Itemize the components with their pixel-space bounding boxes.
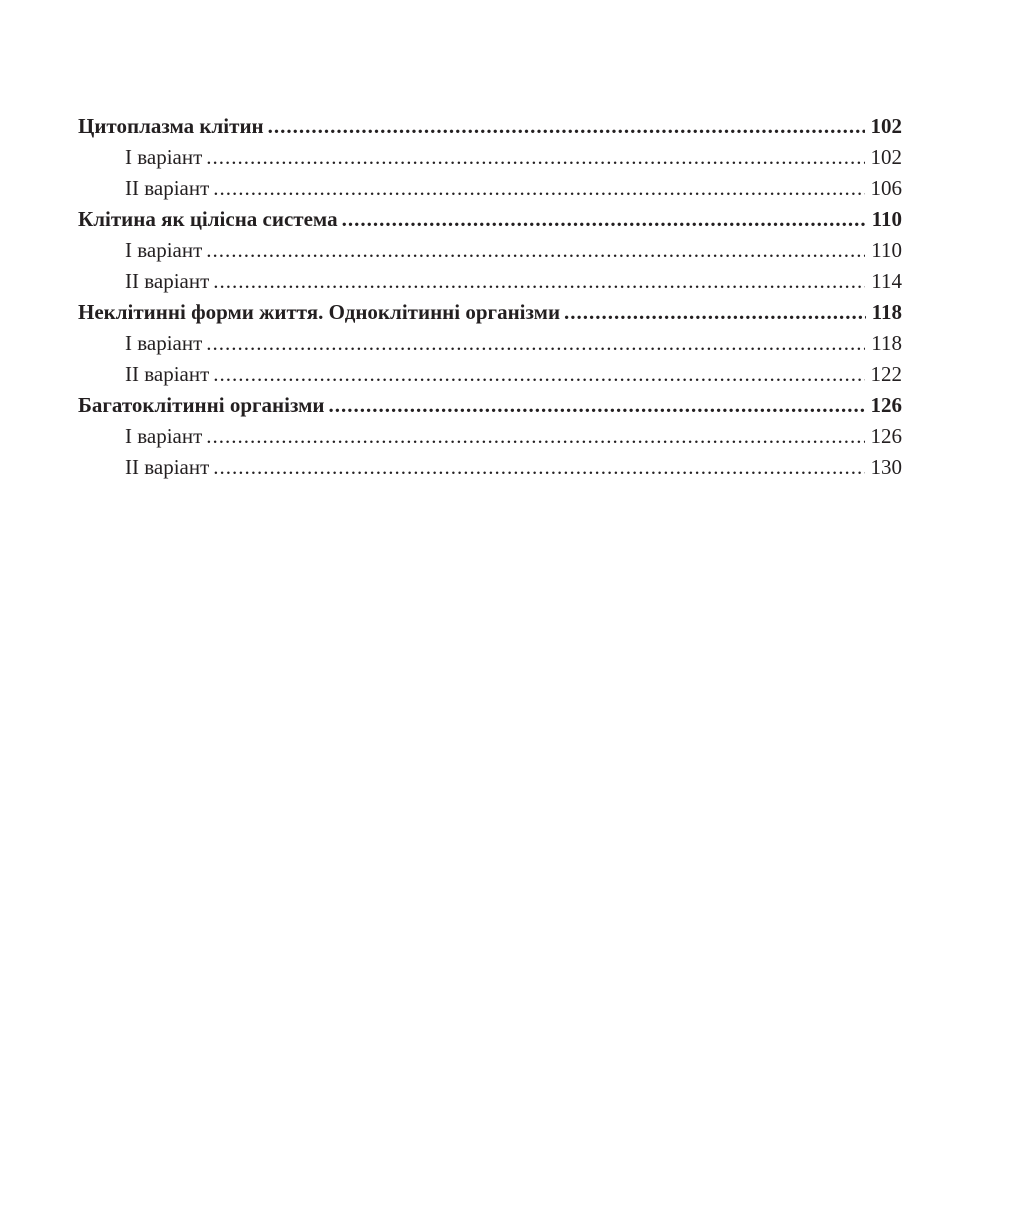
toc-entry-page: 122 xyxy=(870,362,902,386)
toc-entry-title: Клітина як цілісна система xyxy=(78,207,338,231)
toc-section-multicellular[interactable] xyxy=(78,390,902,421)
dot-leader xyxy=(342,204,866,235)
dot-leader xyxy=(564,297,866,328)
toc-entry-title: Неклітинні форми життя. Одноклітинні організми xyxy=(78,300,561,324)
toc-subentry[interactable] xyxy=(78,452,902,483)
toc-entry-page: 126 xyxy=(870,424,902,448)
toc-entry-page: 118 xyxy=(871,331,902,355)
toc-subentry[interactable] xyxy=(78,173,902,204)
toc-entry-page: 130 xyxy=(870,455,902,479)
dot-leader xyxy=(268,111,865,142)
toc-entry-title: II варіант xyxy=(125,455,210,479)
toc-entry-page: 106 xyxy=(870,176,902,200)
toc-subentry[interactable] xyxy=(78,421,902,452)
toc-entry-title: II варіант xyxy=(125,362,210,386)
toc-entry-page: 110 xyxy=(871,238,902,262)
toc-entry-title: I варіант xyxy=(125,331,203,355)
toc-entry-page: 126 xyxy=(870,393,902,417)
dot-leader xyxy=(213,173,864,204)
dot-leader xyxy=(206,142,864,173)
toc-subentry[interactable] xyxy=(78,142,902,173)
toc-entry-page: 114 xyxy=(871,269,902,293)
table-of-contents xyxy=(78,111,902,483)
toc-section-cell-system[interactable] xyxy=(78,204,902,235)
toc-entry-title: I варіант xyxy=(125,238,203,262)
toc-subentry[interactable] xyxy=(78,359,902,390)
toc-entry-page: 102 xyxy=(870,145,902,169)
toc-subentry[interactable] xyxy=(78,328,902,359)
toc-entry-page: 110 xyxy=(871,207,902,231)
dot-leader xyxy=(206,235,865,266)
toc-subentry[interactable] xyxy=(78,235,902,266)
dot-leader xyxy=(329,390,865,421)
toc-entry-title: Цитоплазма клітин xyxy=(78,114,264,138)
dot-leader xyxy=(206,421,864,452)
toc-entry-title: I варіант xyxy=(125,145,203,169)
dot-leader xyxy=(213,266,865,297)
toc-section-cytoplasm[interactable] xyxy=(78,111,902,142)
dot-leader xyxy=(206,328,865,359)
dot-leader xyxy=(213,359,864,390)
toc-subentry[interactable] xyxy=(78,266,902,297)
toc-entry-page: 118 xyxy=(871,300,902,324)
toc-section-noncellular-unicellular[interactable] xyxy=(78,297,902,328)
toc-entry-title: II варіант xyxy=(125,269,210,293)
toc-entry-title: I варіант xyxy=(125,424,203,448)
toc-entry-page: 102 xyxy=(870,114,902,138)
dot-leader xyxy=(213,452,864,483)
toc-entry-title: Багатоклітинні організми xyxy=(78,393,325,417)
toc-entry-title: II варіант xyxy=(125,176,210,200)
